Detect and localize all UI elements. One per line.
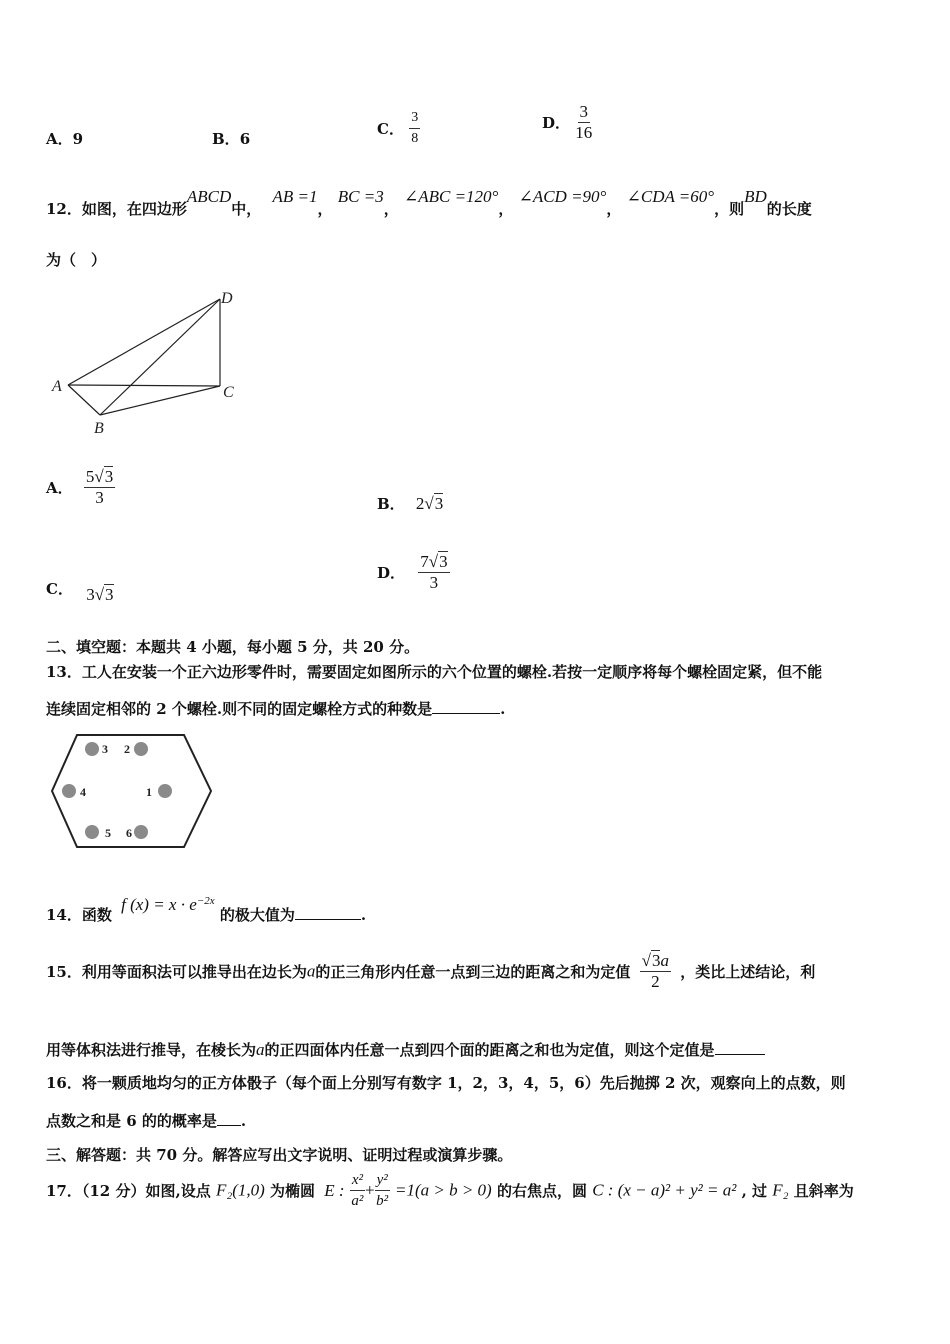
q11-option-b: B．6 xyxy=(212,130,251,148)
label-b: B xyxy=(94,420,104,437)
bolt-label-6: 6 xyxy=(126,826,132,840)
label-d: D xyxy=(221,290,233,307)
q13-line2: 连续固定相邻的 2 个螺栓.则不同的固定螺栓方式的种数是 . xyxy=(46,700,506,718)
q13-answer-blank xyxy=(432,699,500,714)
bolt-6 xyxy=(134,825,148,839)
q12-option-d-fraction: $\frac{7√3}{3}$ xyxy=(420,552,448,592)
q15-line1: 15．利用等面积法可以推导出在边长为a的正三角形内任意一点到三边的距离之和为定值 $\frac{√3a}{2}$ ，类比上述结论，利 xyxy=(46,951,816,991)
label-a: A xyxy=(52,378,62,395)
bolt-1 xyxy=(158,784,172,798)
bolt-4 xyxy=(62,784,76,798)
section-2-heading: 二、填空题：本题共 4 小题，每小题 5 分，共 20 分。 xyxy=(46,638,420,656)
q16-answer-blank xyxy=(217,1111,241,1126)
q13-hexagon-figure xyxy=(50,733,215,851)
q16-line2: 点数之和是 6 的的概率是 . xyxy=(46,1112,247,1130)
q12-stem-line2: 为（ ） xyxy=(46,251,107,269)
section-3-heading: 三、解答题：共 70 分。解答应写出文字说明、证明过程或演算步骤。 xyxy=(46,1146,513,1164)
q17-x-fraction: $\frac{\text{x²}}{\text{a²}}$ xyxy=(351,1172,364,1209)
bolt-label-2: 2 xyxy=(124,742,130,756)
q15-line2: 用等体积法进行推导，在棱长为a的正四面体内任意一点到四个面的距离之和也为定值，则这个定值是 xyxy=(46,1039,765,1060)
q12-option-c: C． 3√3 xyxy=(46,580,114,604)
q17-y-fraction: $\frac{\text{y²}}{\text{b²}}$ xyxy=(376,1172,389,1209)
bolt-2 xyxy=(134,742,148,756)
q11-option-c-fraction: $\frac{3}{8}$ xyxy=(411,110,419,146)
q12-quadrilateral-figure xyxy=(40,285,250,440)
bolt-label-5: 5 xyxy=(105,826,111,840)
q12-stem: 12．如图，在四边形ABCD中， AB =1， BC =3， ∠ABC =120°， ∠ACD =90°， ∠CDA =60°，则BD的长度 xyxy=(46,187,812,218)
segment-ab xyxy=(68,385,100,415)
q11-option-a: A．9 xyxy=(46,130,84,148)
q12-option-d: D． $\frac{7√3}{3}$ xyxy=(377,552,448,592)
q12-option-a-fraction: $\frac{5√3}{3}$ xyxy=(85,467,114,507)
label-c: C xyxy=(223,384,234,401)
q12-option-b: B． 2√3 xyxy=(377,494,444,513)
q13-line1: 13．工人在安装一个正六边形零件时，需要固定如图所示的六个位置的螺栓.若按一定顺序将每个螺栓固定紧，但不能 xyxy=(46,663,823,681)
segment-bc xyxy=(100,386,220,415)
bolt-label-4: 4 xyxy=(80,785,86,799)
q15-answer-blank xyxy=(715,1040,765,1055)
q17-stem: 17．（12 分）如图,设点 F₂(1,0) 为椭圆 E : $\frac{\text{x²}}{\text{a²}}$ + $\frac{\text{y²}}{\text{b²}}$ =1(a > b > 0) 的右焦点，圆 C : (x − a)² + y² = a² , 过 F₂ 且斜率为 xyxy=(46,1172,854,1209)
bolt-label-3: 3 xyxy=(102,742,108,756)
q11-option-d-fraction: $\frac{3}{16}$ xyxy=(575,102,593,142)
q12-option-a: A． $\frac{5√3}{3}$ xyxy=(46,467,114,507)
q11-option-c: C． $\frac{3}{8}$ xyxy=(377,108,420,149)
q11-option-d: D． $\frac{3}{16}$ xyxy=(542,102,593,142)
bolt-label-1: 1 xyxy=(146,785,152,799)
bolt-3 xyxy=(85,742,99,756)
q15-fraction: $\frac{√3a}{2}$ xyxy=(641,951,669,991)
q14-stem: 14．函数 f $(x) = x \cdot e^{-2x}$ 的极大值为 . xyxy=(46,895,367,924)
q14-answer-blank xyxy=(295,905,361,920)
q16-line1: 16．将一颗质地均匀的正方体骰子（每个面上分别写有数字 1，2，3，4，5，6）先后抛掷 2 次，观察向上的点数，则 xyxy=(46,1074,846,1092)
bolt-5 xyxy=(85,825,99,839)
segment-ac xyxy=(68,385,220,386)
